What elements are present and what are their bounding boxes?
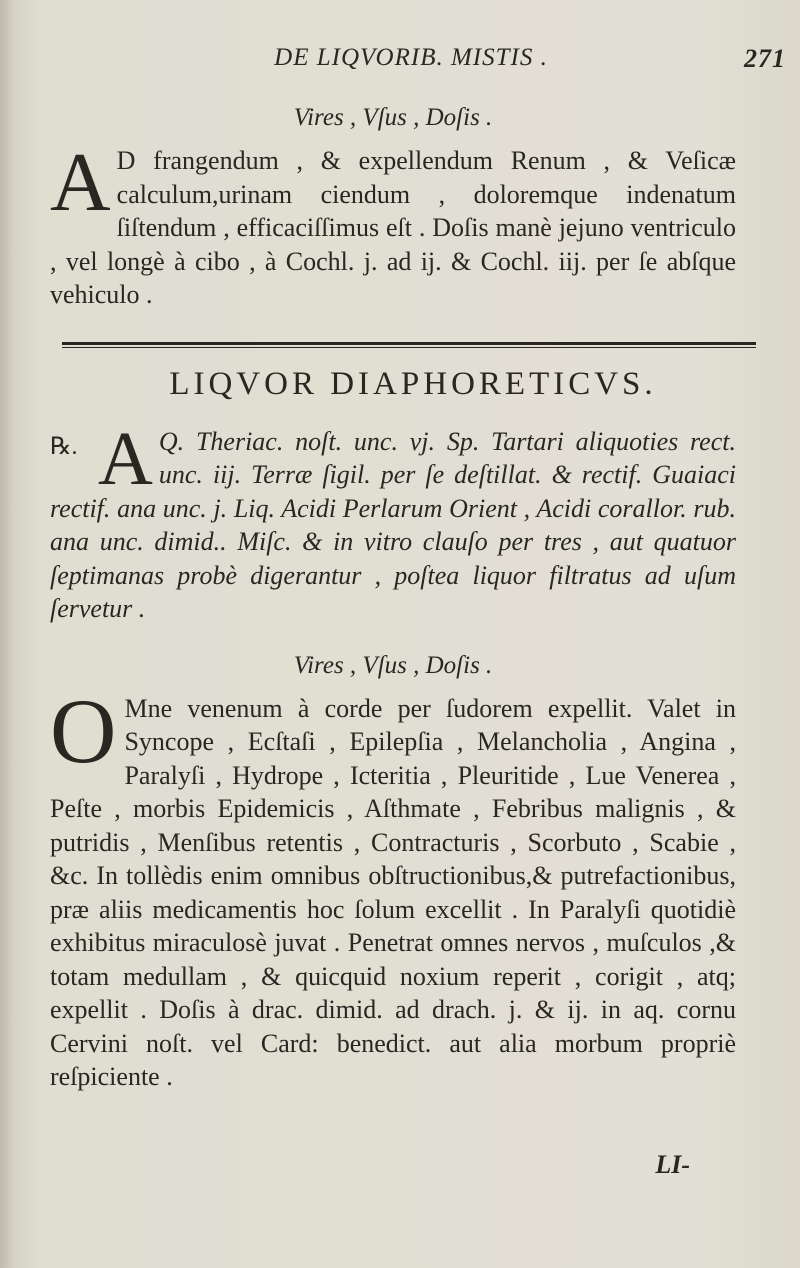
catchword: LI- [655, 1150, 690, 1179]
recipe-symbol: ℞. [50, 433, 78, 460]
drop-cap: A [50, 136, 111, 229]
page-number: 271 [744, 44, 786, 73]
paragraph-text: D frangendum , & expellendum Renum , & Veſicæ calculum,urinam ciendum , doloremque indenatum ſiſtendum , efficaciſſimus eſt . Doſis manè jejuno ventriculo , vel longè à cibo , à Cochl. j. ad ij. & Cochl. iij. per ſe abſque vehiculo . [50, 146, 736, 309]
running-header [50, 44, 786, 84]
paragraph-text: Mne venenum à corde per ſudorem expellit. Valet in Syncope , Ecſtaſi , Epilepſia , Melancholia , Angina , Paralyſi , Hydrope , Icteritia , Pleuritide , Lue Venerea , Peſte , morbis Epidemicis , Aſthmate , Febribus malignis , & putridis , Menſibus retentis , Contracturis , Scorbuto , Scabie , &c. In tollèdis enim omnibus obſtructionibus,& putrefactionibus, præ aliis medicamentis hoc ſolum excellit . In Paralyſi quotidiè exhibitus miraculosè juvat . Penetrat omnes nervos , muſculos ,& totam medullam , & quicquid noxium reperit , corigit , atq; expellit . Doſis à drac. dimid. ad drach. j. & ij. in aq. cornu Cervini noſt. vel Card: benedict. aut alia morbum propriè reſpiciente . [50, 693, 736, 1091]
section-paragraph [50, 679, 736, 1094]
section-subhead: Vires , Vſus , Doſis . [293, 651, 493, 679]
section-paragraph [50, 136, 736, 312]
section-subhead: Vires , Vſus , Doſis . [293, 104, 493, 131]
drop-cap: A [98, 416, 153, 501]
drop-cap: O [50, 679, 117, 782]
divider-rule [62, 342, 756, 348]
recipe-paragraph [50, 416, 736, 626]
recipe-text: Q. Theriac. noſt. unc. vj. Sp. Tartari aliquoties rect. unc. iij. Terræ ſigil. per ſe deſtillat. & rectif. Guaiaci rectif. ana unc. j. Liq. Acidi Perlarum Orient , Acidi corallor. rub. ana unc. dimid.. Miſc. & in vitro clauſo per tres , aut quatuor ſeptimanas probè digerantur , poſtea liquor filtratus ad uſum ſervetur . [50, 426, 736, 623]
running-title: DE LIQVORIB. MISTIS . [274, 44, 548, 71]
section-title: LIQVOR DIAPHORETICVS. [169, 365, 657, 402]
